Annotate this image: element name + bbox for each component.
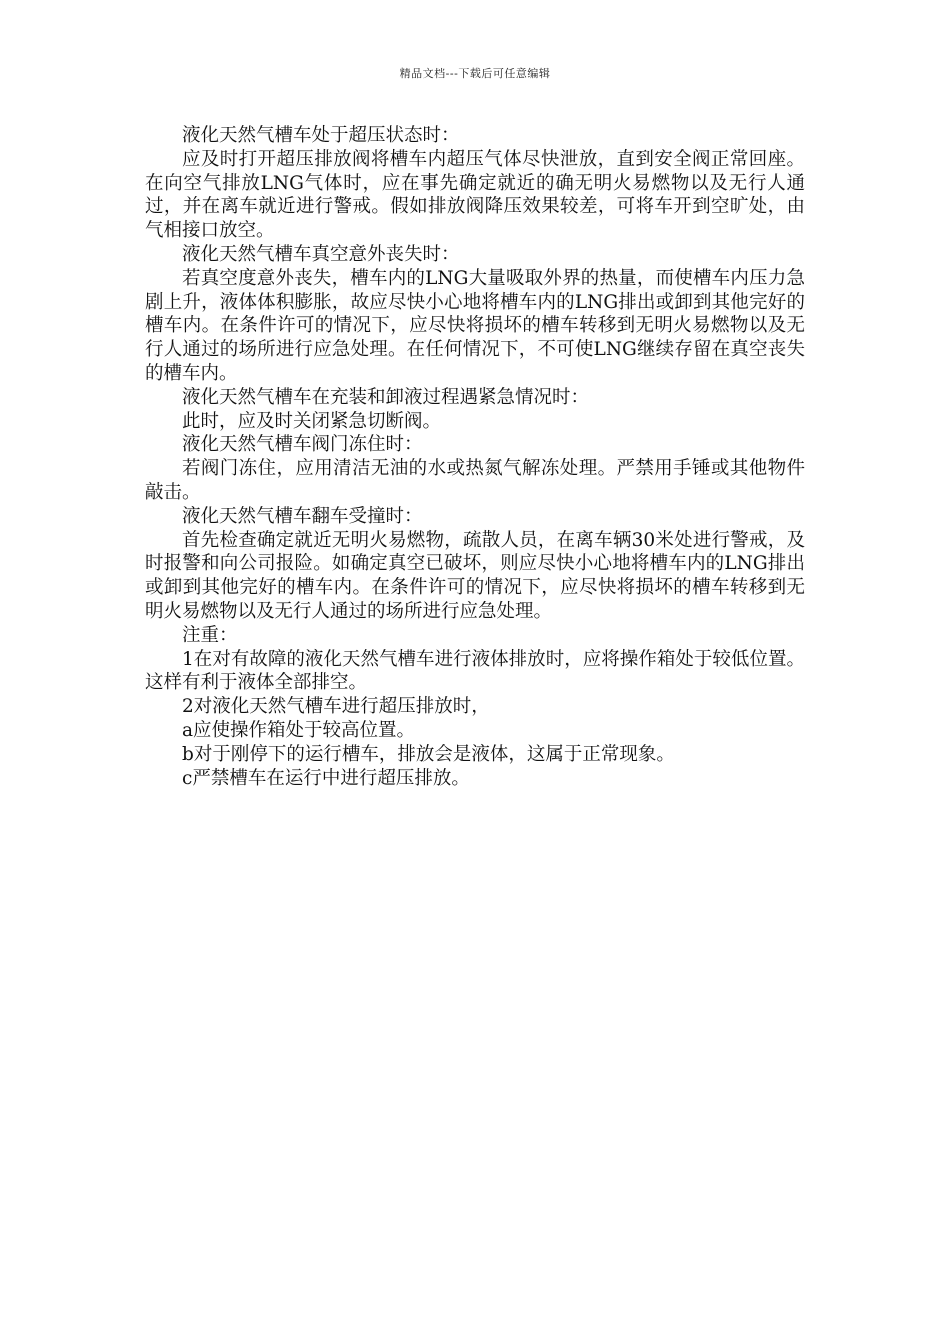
note-item-2a: a应使操作箱处于较高位置。 <box>182 719 416 741</box>
heading-frozen-valve: 液化天然气槽车阀门冻住时： <box>182 434 423 456</box>
note-item-2: 2对液化天然气槽车进行超压排放时， <box>182 696 490 718</box>
note-item-2b: b对于刚停下的运行槽车，排放会是液体，这属于正常现象。 <box>182 743 675 765</box>
paragraph-emergency-loading: 此时，应及时关闭紧急切断阀。 <box>182 410 442 432</box>
heading-rollover: 液化天然气槽车翻车受撞时： <box>182 505 423 527</box>
paragraph-overpressure: 应及时打开超压排放阀将槽车内超压气体尽快泄放，直到安全阀正常回座。在向空气排放LNG气体时，应在事先确定就近的确无明火易燃物以及无行人通过，并在离车就近进行警戒。假如排放阀降压效果较差，可将车开到空旷处，由气相接口放空。 <box>145 148 805 242</box>
page-header: 精品文档---下载后可任意编辑 <box>399 67 551 80</box>
paragraph-vacuum-loss: 若真空度意外丧失，槽车内的LNG大量吸取外界的热量，而使槽车内压力急剧上升，液体体积膨胀，故应尽快小心地将槽车内的LNG排出或卸到其他完好的槽车内。在条件许可的情况下，应尽快将损坏的槽车转移到无明火易燃物以及无行人通过的场所进行应急处理。在任何情况下，不可使LNG继续存留在真空丧失的槽车内。 <box>145 267 805 384</box>
heading-overpressure: 液化天然气槽车处于超压状态时： <box>182 125 460 146</box>
heading-notes: 注重： <box>182 624 238 646</box>
note-item-2c: c严禁槽车在运行中进行超压排放。 <box>182 767 470 789</box>
heading-vacuum-loss: 液化天然气槽车真空意外丧失时： <box>182 243 460 265</box>
note-item-1: 1在对有故障的液化天然气槽车进行液体排放时，应将操作箱处于较低位置。这样有利于液体全部排空。 <box>145 648 805 694</box>
paragraph-rollover: 首先检查确定就近无明火易燃物，疏散人员，在离车辆30米处进行警戒，及时报警和向公司报险。如确定真空已破坏，则应尽快小心地将槽车内的LNG排出或卸到其他完好的槽车内。在条件许可的情况下，应尽快将损坏的槽车转移到无明火易燃物以及无行人通过的场所进行应急处理。 <box>145 529 805 622</box>
heading-emergency-loading: 液化天然气槽车在充装和卸液过程遇紧急情况时： <box>182 386 590 408</box>
paragraph-frozen-valve: 若阀门冻住，应用清洁无油的水或热氮气解冻处理。严禁用手锤或其他物件敲击。 <box>145 458 805 503</box>
document-body <box>145 124 805 790</box>
